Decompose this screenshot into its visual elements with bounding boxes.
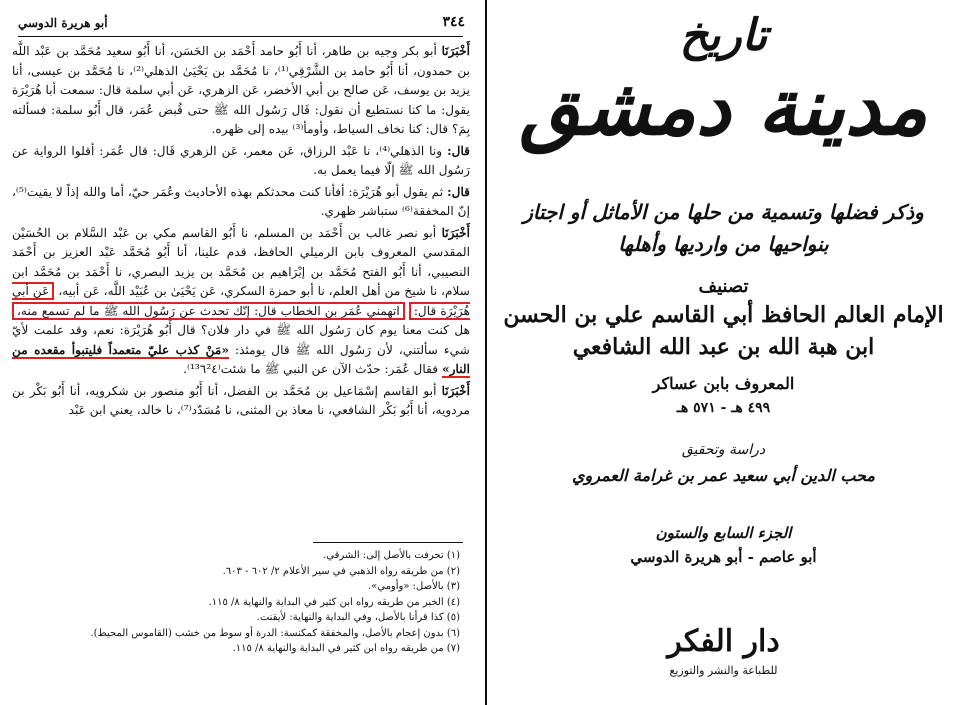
author-line-2: ابن هبة الله بن عبد الله الشافعي — [572, 334, 875, 360]
paragraph-4 — [12, 224, 470, 380]
paragraph-2 — [12, 142, 470, 181]
paragraph-1 — [12, 42, 470, 140]
highlight-box-1: عَن أبي هُرَيْرَة قال: — [12, 284, 470, 318]
page-header — [18, 14, 465, 34]
paragraph-text: ثم يقول أبو هُرَيْرَة: أفأنا كنت محدثكم بهذه الأحاديث وعُمَر حيّ، أما والله إذاً لا يقيت⁽⁵⁾، إنّ المخفقة⁽⁶⁾ ستباشر ظهري. — [12, 184, 470, 218]
keyword: أَخْبَرَنَا — [441, 44, 471, 58]
tasnif-label: تصنيف — [698, 276, 749, 297]
known-as: المعروف بابن عساكر — [652, 374, 795, 393]
keyword: أَخْبَرَنَا — [441, 383, 471, 398]
main-text — [12, 42, 470, 423]
footnotes — [20, 548, 460, 657]
paragraph-3 — [12, 183, 470, 222]
footnote: (٦) بدون إعجام بالأصل، والمخفقة كمكنسة: الدرة أو سوط من خشب (القاموس المحيط). — [90, 627, 460, 639]
paragraph-5 — [12, 382, 470, 421]
editor-name: محب الدين أبي سعيد عمر بن غرامة العمروي — [572, 466, 875, 485]
footnote: (٥) كذا قرأنا بالأصل، وفي البداية والنهاية: لأيقنت. — [256, 612, 460, 623]
paragraph-text: هل كنت معنا يوم كان رَسُول الله ﷺ في دار فلان؟ قال أَبُو هُرَيْرَة: نعم، وقد علمت لأيّ شيء سألتني، لأن رَسُول الله ﷺ قال يومئذ: — [12, 323, 471, 357]
subtitle-line-2: بنواحيها من وارديها وأهلها — [618, 232, 829, 256]
volume-part: الجزء السابع والستون — [655, 524, 792, 542]
subtitle-line-1: وذكر فضلها وتسمية من حلها من الأماثل أو اجتاز — [523, 200, 924, 224]
author-line-1: الإمام العالم الحافظ أبي القاسم علي بن الحسن — [503, 302, 944, 328]
study-label: دراسة وتحقيق — [681, 442, 766, 458]
footnote: (٣) بالأصل: «وأومي». — [367, 581, 460, 592]
title-big: مدينة دمشق — [519, 62, 928, 153]
paragraph-text: أبو بكر وجيه بن طاهر، أنا أَبُو حامد أَحْمَد بن الحَسَن، أنا أَبُو سعيد مُحَمَّد بن عَبْد اللَّه بن حمدون، أنا أَبُو حامد بن الشَّرْقِي⁽¹⁾، نا مُحَمَّد بن يَحْيَىٰ الذهلي⁽²⁾، نا مُحَمَّد بن عيسى، أنا يزيد بن يوسف، عَن صالح بن أبي الأخضر، عَن الزهري، عَن أبي سلمة قال: سمعت أبا هُرَيْرَة يقول: ما كنا نستطيع أن نقول: قَال رَسُول الله ﷺ حتى قُبض عُمَر، قال أَبُو سلمة: فسألته بِمَ؟ قال: كنا نخاف السياط، وأومأ⁽³⁾ بيده إلى ظهره. — [12, 44, 470, 136]
paragraph-text: أبو نصر غالب بن أَحْمَد بن المسلم، نا أَبُو القاسم مكي بن عَبْد السَّلام بن الحُسَيْن المقدسي المعروف بابن الرميلي الحافظ، قدم علينا، أنا أَبُو مُحَمَّد عَبْد العزيز بن أَحْمَد النصيبي، أنا أَبُو الفتح مُحَمَّد بن إبْرَاهيم بن مُحَمَّد بن يزيد البصري، نا أَحْمَد بن مُحَمَّد ابن سلام، نا شيخ من أهل العلم، نا أبو حمزة السكري، عَن يَحْيَىٰ بن عُبَيْد اللَّه، عَن أبيه، — [12, 225, 470, 298]
paragraph-text: فقال عُمَر: حدّث الآن عن النبي ﷺ ما شئت⁽¹³٦²٤⁾. — [183, 362, 439, 376]
footnote-separator — [313, 542, 463, 543]
author-dates: ٤٩٩ هـ - ٥٧١ هـ — [676, 400, 771, 416]
right-page-title — [487, 0, 960, 705]
keyword: أَخْبَرَنَا — [441, 225, 471, 240]
publisher-subtitle: للطباعة والنشر والتوزيع — [669, 664, 778, 677]
keyword: قال: — [447, 184, 470, 199]
paragraph-text: ونا الذهلي⁽⁴⁾، نا عَبْد الرزاق، عَن معمر، عَن الزهري قَال: قال عُمَر: أقلوا الرواية عن رَسُول الله ﷺ إلّا فيما يعمل به. — [12, 143, 470, 177]
footnote: (٧) من طريقه رواه ابن كثير في البداية والنهاية ٨/ ١١٥. — [232, 643, 460, 654]
footnote: (٤) الخبر من طريقه رواه ابن كثير في البداية والنهاية ٨/ ١١٥. — [208, 596, 460, 608]
underlined-hadith: «مَنْ كذب عليّ متعمداً فليتبوأ مقعده من النار» — [12, 342, 470, 376]
publisher-logo: دار الفكر — [667, 624, 780, 659]
title-small: تاريخ — [679, 10, 768, 61]
volume-persons: أبو عاصم - أبو هريرة الدوسي — [630, 548, 817, 566]
header-rule — [18, 36, 463, 37]
paragraph-text: أبو القاسم إسْمَاعيل بن مُحَمَّد بن الفضل، أنا أَبُو منصور بن شكرويه، أنا أَبُو بَكْر بن مردويه، أنا أَبُو بَكْر الشافعي، نا معاذ بن المثنى، نا مُسَدّد⁽⁷⁾، نا خالد، يعني ابن عَبْد — [12, 383, 470, 417]
footnote: (١) تحرفت بالأصل إلى: الشرقي. — [323, 550, 460, 561]
page-number: ٣٤٤ — [442, 14, 465, 30]
footnote: (٢) من طريقه رواه الذهبي في سير الأعلام ٢/ ٦٠٢ - ٦٠٣. — [222, 565, 460, 577]
keyword: قال: — [447, 143, 470, 158]
running-title: أبو هريرة الدوسي — [18, 16, 108, 30]
highlight-box-2: اتهمني عُمَر بن الخطاب قال: إنّك تحدث عن رَسُول الله ﷺ ما لم تسمع منه، — [12, 302, 405, 320]
